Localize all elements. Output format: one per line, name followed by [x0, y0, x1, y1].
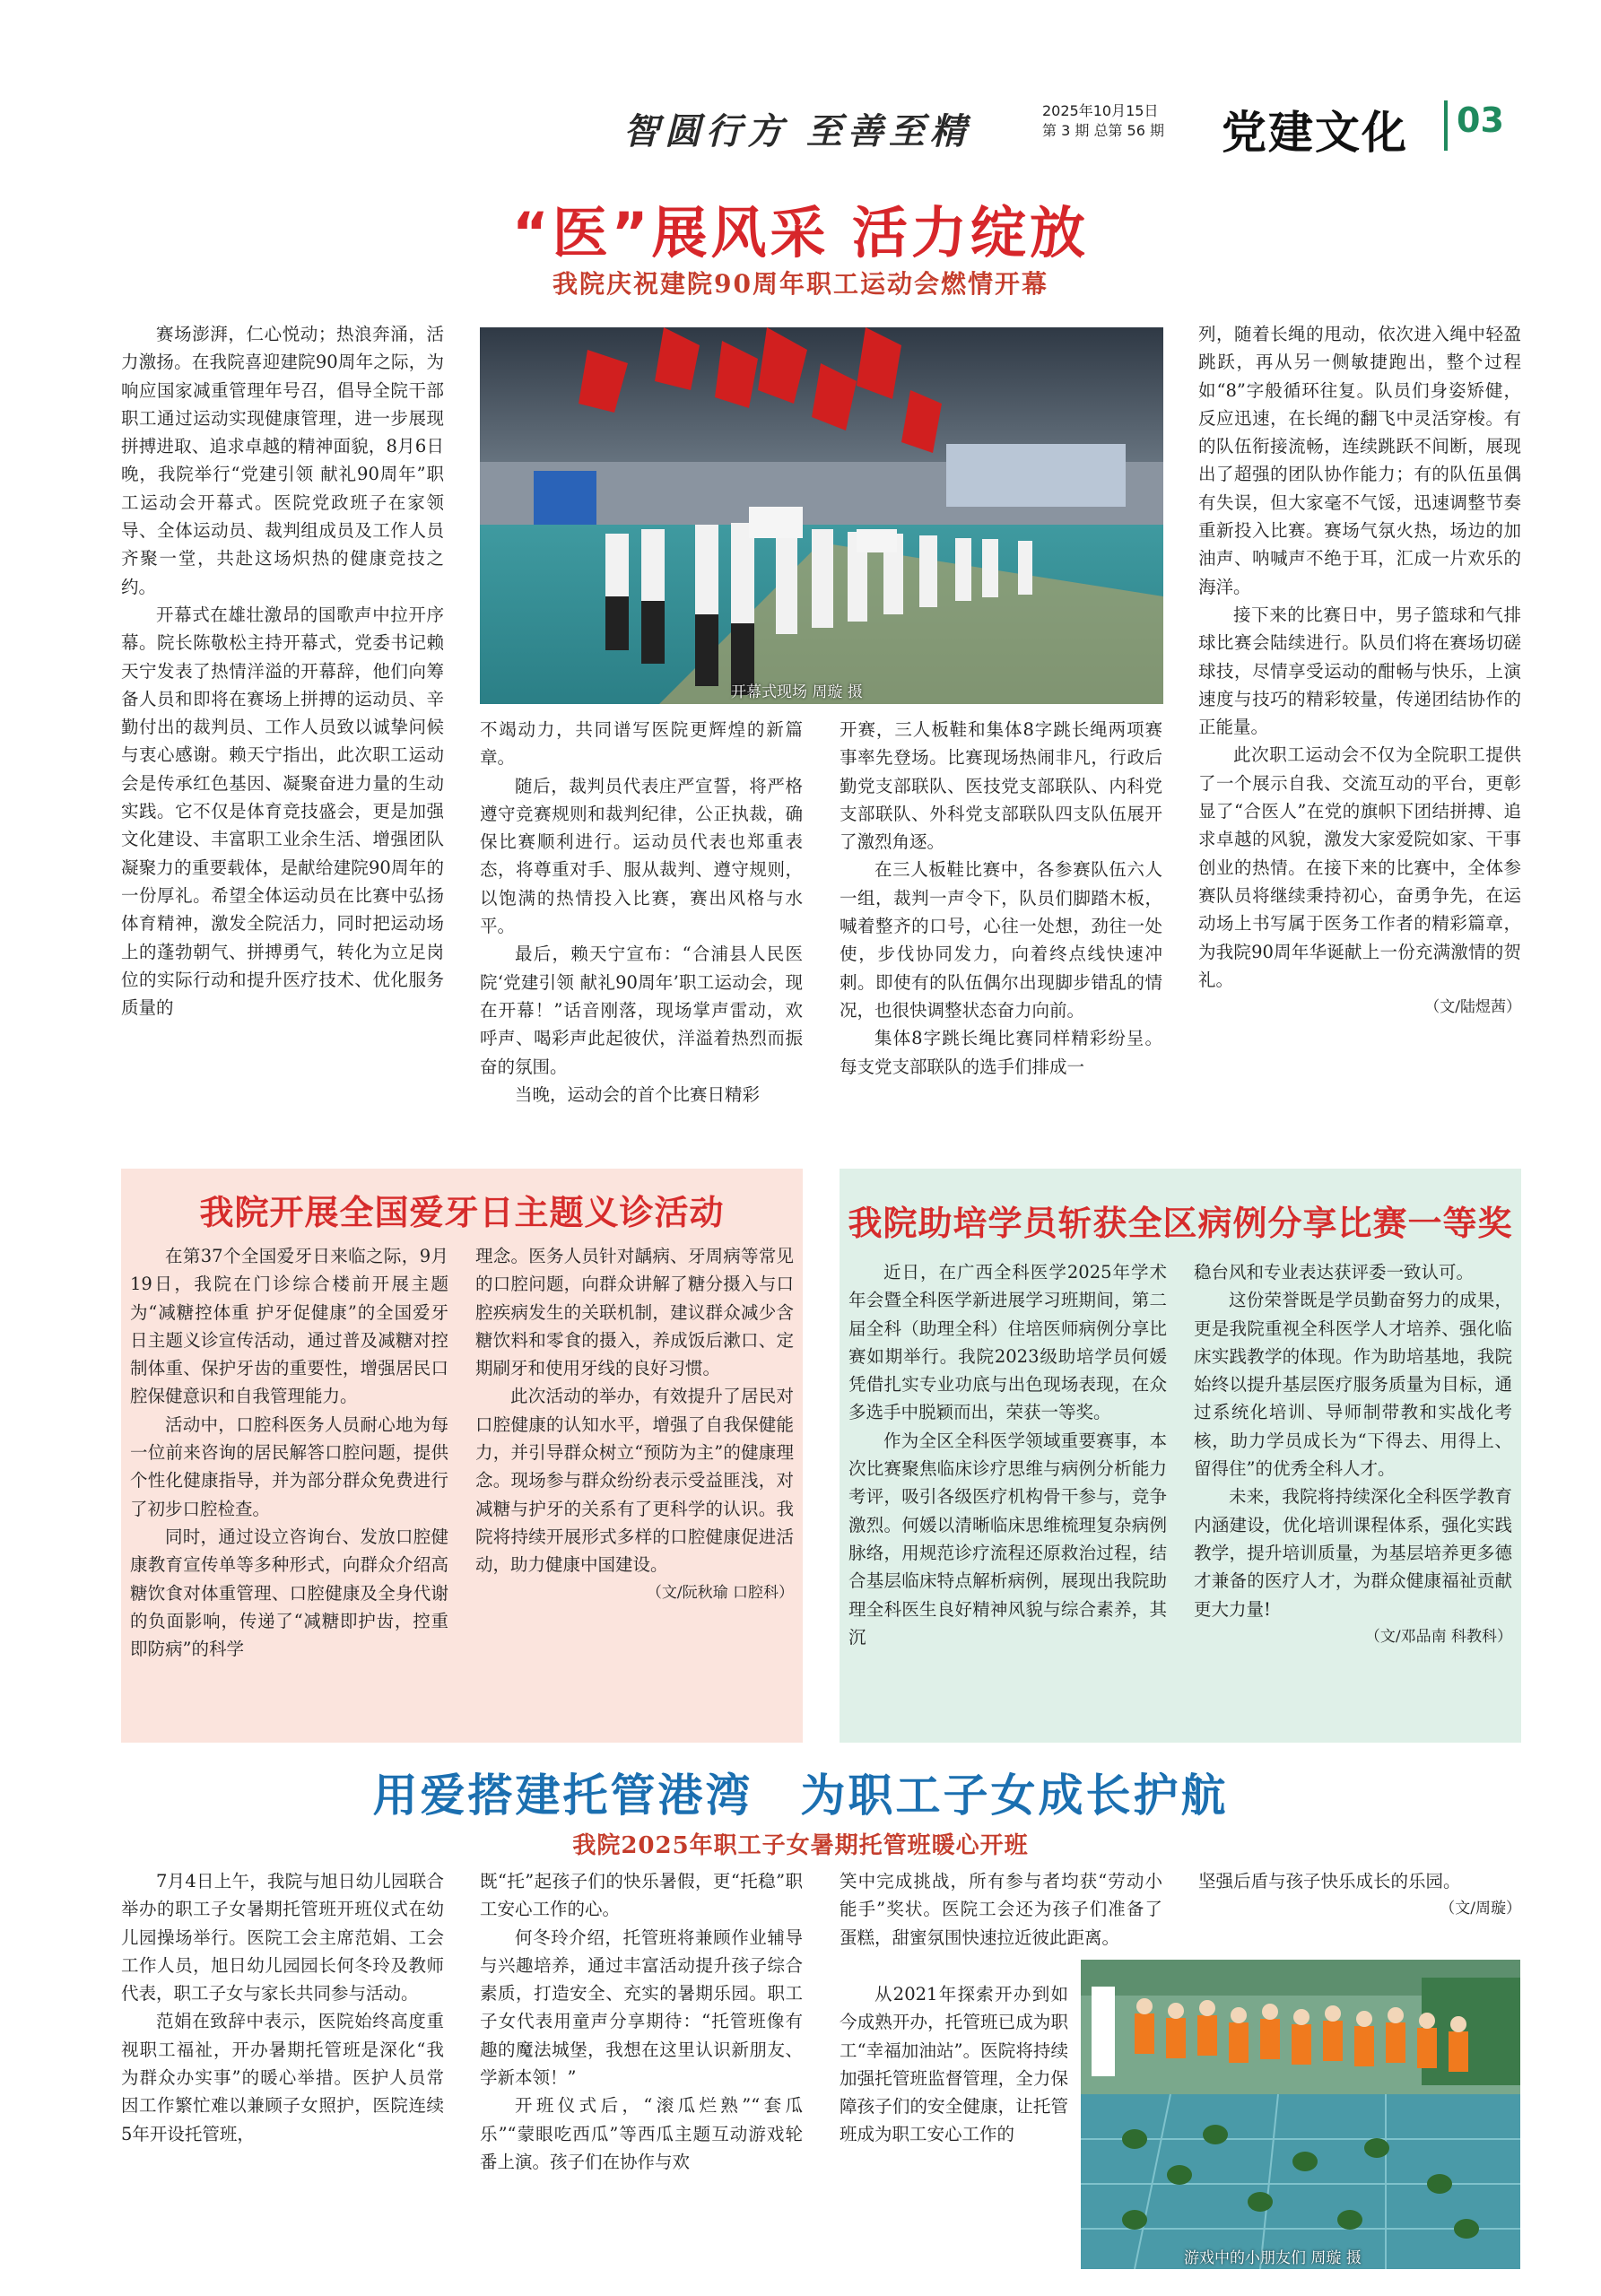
photo-caption: 游戏中的小朋友们 周璇 摄: [1184, 2249, 1362, 2267]
article4-column1: [121, 1867, 444, 2148]
paragraph: 坚强后盾与孩子快乐成长的乐园。: [1198, 1871, 1461, 1892]
paragraph: 开班仪式后，“滚瓜烂熟”“套瓜乐”“蒙眼吃西瓜”等西瓜主题互动游戏轮番上演。孩子们在协作与欢: [480, 2095, 803, 2172]
children-games-photo: [1081, 1960, 1520, 2269]
photo-caption: 开幕式现场 周璇 摄: [731, 683, 863, 701]
paragraph: 赛场澎湃，仁心悦动；热浪奔涌，活力激扬。在我院喜迎建院90周年之际，为响应国家减重管理年号召，倡导全院干部职工通过运动实现健康管理，进一步展现拼搏进取、追求卓越的精神面貌，8月6日晚，我院举行“党建引领 献礼90周年”职工运动会开幕式。医院党政班子在家领导、全体运动员、裁判组成员及工作人员齐聚一堂，共赴这场炽热的健康竞技之约。: [121, 324, 444, 597]
paragraph: 何冬玲介绍，托管班将兼顾作业辅导与兴趣培养，通过丰富活动提升孩子综合素质，打造安全、充实的暑期乐园。职工子女代表用童声分享期待：“托管班像有趣的魔法城堡，我想在这里认识新朋友、学新本领！”: [480, 1926, 803, 2089]
issue-date: 2025年10月15日: [1042, 102, 1159, 119]
paragraph: 最后，赖天宁宣布：“合浦县人民医院‘党建引领 献礼90周年’职工运动会，现在开幕！”话音刚落，现场掌声雷动，欢呼声、喝彩声此起彼伏，洋溢着热烈而振奋的氛围。: [480, 944, 803, 1077]
page-number: 03: [1457, 100, 1504, 140]
paragraph: 接下来的比赛日中，男子篮球和气排球比赛会陆续进行。队员们将在赛场切磋球技，尽情享受运动的酣畅与快乐，上演速度与技巧的精彩较量，传递团结协作的正能量。: [1198, 604, 1521, 738]
article4-column3a: [840, 1867, 1162, 1952]
article4-column4: [1198, 1867, 1521, 1924]
paragraph: 集体8字跳长绳比赛同样精彩纷呈。每支党支部联队的选手们排成一: [840, 1028, 1162, 1077]
section-divider: [1444, 100, 1448, 151]
paragraph: 活动中，口腔科医务人员耐心地为每一位前来咨询的居民解答口腔问题，提供个性化健康指导，并为部分群众免费进行了初步口腔检查。: [130, 1413, 448, 1519]
paragraph: 此次活动的举办，有效提升了居民对口腔健康的认知水平，增强了自我保健能力，并引导群众树立“预防为主”的健康理念。现场参与群众纷纷表示受益匪浅，对减糖与护牙的关系有了更科学的认识。我院将持续开展形式多样的口腔健康促进活动，助力健康中国建设。: [475, 1386, 794, 1576]
article3-byline: （文/邓品南 科教科）: [1364, 1627, 1512, 1646]
paragraph: 不竭动力，共同谱写医院更辉煌的新篇章。: [480, 719, 803, 769]
article1-title: “医”展风采 活力绽放: [511, 200, 1090, 265]
paragraph: 这份荣誉既是学员勤奋努力的成果，更是我院重视全科医学人才培养、强化临床实践教学的体现。作为助培基地，我院始终以提升基层医疗服务质量为目标，通过系统化培训、导师制带教和实战化考核，助力学员成长为“下得去、用得上、留得住”的优秀全科人才。: [1194, 1290, 1512, 1480]
paragraph: 未来，我院将持续深化全科医学教育内涵建设，优化培训课程体系，强化实践教学，提升培训质量，为基层培养更多德才兼备的医疗人才，为群众健康福祉贡献更大力量!: [1194, 1486, 1512, 1620]
article4-subtitle: 我院2025年职工子女暑期托管班暖心开班: [572, 1832, 1029, 1859]
paragraph: 同时，通过设立咨询台、发放口腔健康教育宣传单等多种形式，向群众介绍高糖饮食对体重管理、口腔健康及全身代谢的负面影响，传递了“减糖即护齿，控重即防病”的科学: [130, 1526, 448, 1660]
issue-number: 第 3 期 总第 56 期: [1042, 122, 1164, 139]
dental-day-box: [121, 1169, 803, 1743]
paragraph: 此次职工运动会不仅为全院职工提供了一个展示自我、交流互动的平台，更彰显了“合医人”在党的旗帜下团结拼搏、追求卓越的风貌，激发大家爱院如家、干事创业的热情。在接下来的比赛中，全体参赛队员将继续秉持初心，奋勇争先，在运动场上书写属于医务工作者的精彩篇章，为我院90周年华诞献上一份充满激情的贺礼。: [1198, 744, 1521, 990]
article2-column1: [130, 1242, 448, 1663]
article4-title: 用爱搭建托管港湾 为职工子女成长护航: [372, 1769, 1229, 1822]
paragraph: 范娟在致辞中表示，医院始终高度重视职工福祉，开办暑期托管班是深化“我为群众办实事”的暖心举措。医护人员常因工作繁忙难以兼顾子女照护，医院连续5年开设托管班，: [121, 2011, 444, 2144]
paragraph: 开幕式在雄壮激昂的国歌声中拉开序幕。院长陈敬松主持开幕式，党委书记赖天宁发表了热情洋溢的开幕辞，他们向筹备人员和即将在赛场上拼搏的运动员、辛勤付出的裁判员、工作人员致以诚挚问候与衷心感谢。赖天宁指出，此次职工运动会是传承红色基因、凝聚奋进力量的生动实践。它不仅是体育竞技盛会，更是加强文化建设、丰富职工业余生活、增强团队凝聚力的重要载体，是献给建院90周年的一份厚礼。希望全体运动员在比赛中弘扬体育精神，激发全院活力，同时把运动场上的蓬勃朝气、拼搏勇气，转化为立足岗位的实际行动和提升医疗技术、优化服务质量的: [121, 604, 444, 1019]
article1-column4: [1198, 320, 1521, 1022]
paragraph: 笑中完成挑战，所有参与者均获“劳动小能手”奖状。医院工会还为孩子们准备了蛋糕，甜蜜氛围快速拉近彼此距离。: [840, 1871, 1162, 1948]
article1-column3: [840, 716, 1162, 1081]
paragraph: 稳台风和专业表达获评委一致认可。: [1194, 1262, 1475, 1283]
section-title: 党建文化: [1222, 106, 1408, 159]
case-competition-box: [840, 1169, 1521, 1743]
paragraph: 7月4日上午，我院与旭日幼儿园联合举办的职工子女暑期托管班开班仪式在幼儿园操场举行。医院工会主席范娟、工会工作人员，旭日幼儿园园长何冬玲及教师代表，职工子女与家长共同参与活动。: [121, 1871, 444, 2005]
issue-info: [1042, 101, 1164, 141]
article2-byline: （文/阮秋瑜 口腔科）: [646, 1583, 794, 1602]
newspaper-motto: 智圆行方 至善至精: [623, 110, 971, 152]
paragraph: 当晚，运动会的首个比赛日精彩: [515, 1083, 761, 1105]
paragraph: 理念。医务人员针对龋病、牙周病等常见的口腔问题，向群众讲解了糖分摄入与口腔疾病发生的关联机制，建议群众减少含糖饮料和零食的摄入，养成饭后漱口、定期刷牙和使用牙线的良好习惯。: [475, 1246, 794, 1379]
article2-column2: [475, 1242, 794, 1607]
article4-column3b: [840, 1980, 1068, 2149]
article4-column2: [480, 1867, 803, 2176]
paragraph: 在第37个全国爱牙日来临之际，9月19日，我院在门诊综合楼前开展主题为“减糖控体重 护牙促健康”的全国爱牙日主题义诊宣传活动，通过普及减糖对控制体重、保护牙齿的重要性，增强居民口腔保健意识和自我管理能力。: [130, 1246, 448, 1407]
article3-column2: [1194, 1258, 1512, 1651]
paragraph: 近日，在广西全科医学2025年学术年会暨全科医学新进展学习班期间，第二届全科（助理全科）住培医师病例分享比赛如期举行。我院2023级助培学员何媛凭借扎实专业功底与出色现场表现，在众多选手中脱颖而出，荣获一等奖。: [848, 1262, 1167, 1423]
paragraph: 作为全区全科医学领域重要赛事，本次比赛聚焦临床诊疗思维与病例分析能力考评，吸引各级医疗机构骨干参与，竞争激烈。何媛以清晰临床思维梳理复杂病例脉络，用规范诊疗流程还原救治过程，结合基层临床特点解析病例，展现出我院助理全科医生良好精神风貌与综合素养，其沉: [848, 1430, 1167, 1648]
paragraph: 在三人板鞋比赛中，各参赛队伍六人一组，裁判一声令下，队员们脚踏木板，喊着整齐的口号，心往一处想，劲往一处使，步伐协同发力，向着终点线快速冲刺。即使有的队伍偶尔出现脚步错乱的情况，也很快调整状态奋力向前。: [840, 859, 1162, 1021]
paragraph: 从2021年探索开办到如今成熟开办，托管班已成为职工“幸福加油站”。医院将持续加强托管班监督管理，全力保障孩子们的安全健康，让托管班成为职工安心工作的: [840, 1984, 1068, 2145]
article3-title: 我院助培学员斩获全区病例分享比赛一等奖: [848, 1204, 1513, 1243]
paragraph: 随后，裁判员代表庄严宣誓，将严格遵守竞赛规则和裁判纪律，公正执裁，确保比赛顺利进行。运动员代表也郑重表态，将尊重对手、服从裁判、遵守规则，以饱满的热情投入比赛，赛出风格与水平。: [480, 775, 803, 937]
article1-column1: [121, 320, 444, 1022]
article4-byline: （文/周璇）: [1440, 1900, 1521, 1918]
article1-column2: [480, 716, 803, 1109]
article2-title: 我院开展全国爱牙日主题义诊活动: [199, 1193, 725, 1232]
opening-ceremony-photo: [480, 327, 1163, 704]
paragraph: 列，随着长绳的甩动，依次进入绳中轻盈跳跃，再从另一侧敏捷跑出，整个过程如“8”字般循环往复。队员们身姿矫健，反应迅速，在长绳的翻飞中灵活穿梭。有的队伍衔接流畅，连续跳跃不间断，展现出了超强的团队协作能力；有的队伍虽偶有失误，但大家毫不气馁，迅速调整节奏重新投入比赛。赛场气氛火热，场边的加油声、呐喊声不绝于耳，汇成一片欢乐的海洋。: [1198, 324, 1521, 597]
article3-column1: [848, 1258, 1167, 1651]
article1-byline: （文/陆煜茜）: [1424, 998, 1521, 1017]
paragraph: 开赛，三人板鞋和集体8字跳长绳两项赛事率先登场。比赛现场热闹非凡，行政后勤党支部联队、医技党支部联队、内科党支部联队、外科党支部联队四支队伍展开了激烈角逐。: [840, 719, 1162, 853]
paragraph: 既“托”起孩子们的快乐暑假，更“托稳”职工安心工作的心。: [480, 1871, 803, 1920]
article1-subtitle: 我院庆祝建院90周年职工运动会燃情开幕: [553, 269, 1048, 299]
